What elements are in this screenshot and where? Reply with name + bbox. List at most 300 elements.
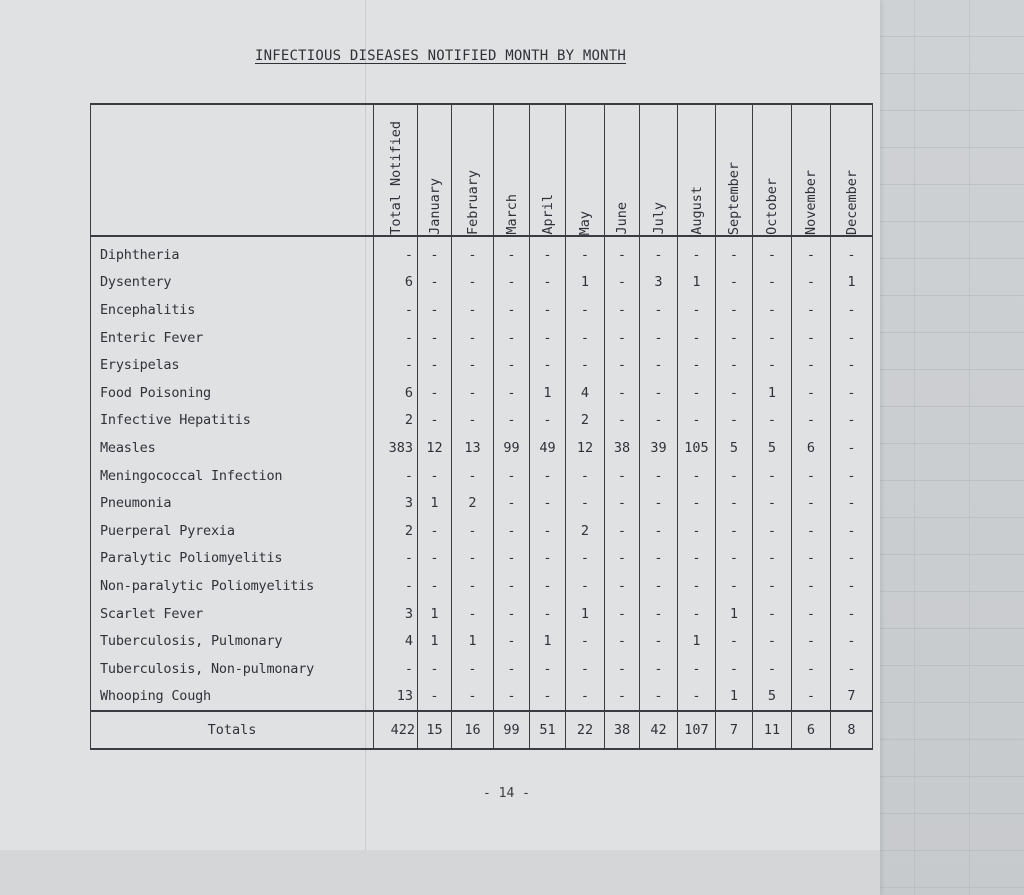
month-cell: -: [678, 600, 716, 628]
table-row: [91, 627, 873, 655]
month-cell: -: [452, 269, 494, 297]
month-cell: -: [494, 407, 530, 435]
month-cell: -: [494, 545, 530, 573]
month-cell: -: [716, 489, 753, 517]
month-cell: -: [605, 462, 640, 490]
table-row: [91, 236, 873, 269]
month-cell: -: [716, 627, 753, 655]
disease-name: Paralytic Poliomyelitis: [91, 545, 374, 573]
month-cell: -: [605, 379, 640, 407]
month-cell: -: [678, 545, 716, 573]
total-notified-cell: 3: [374, 489, 418, 517]
disease-name: Meningococcal Infection: [91, 462, 374, 490]
month-cell: -: [530, 572, 566, 600]
month-cell: -: [530, 683, 566, 712]
month-cell: -: [716, 655, 753, 683]
column-header: [831, 104, 873, 236]
grand-total-cell: 422: [374, 711, 418, 749]
month-cell: -: [530, 351, 566, 379]
month-cell: -: [753, 407, 792, 435]
month-total-cell: 38: [605, 711, 640, 749]
month-cell: -: [753, 324, 792, 352]
total-notified-cell: 13: [374, 683, 418, 712]
month-cell: -: [640, 351, 678, 379]
column-header: [678, 104, 716, 236]
total-notified-cell: -: [374, 236, 418, 269]
column-header: [566, 104, 605, 236]
disease-name: Tuberculosis, Non-pulmonary: [91, 655, 374, 683]
month-cell: -: [792, 545, 831, 573]
table-row: [91, 600, 873, 628]
disease-name: Non-paralytic Poliomyelitis: [91, 572, 374, 600]
month-cell: -: [418, 517, 452, 545]
column-header: [716, 104, 753, 236]
column-header: [640, 104, 678, 236]
month-cell: -: [640, 600, 678, 628]
table-row: [91, 545, 873, 573]
month-cell: -: [418, 407, 452, 435]
month-cell: 12: [418, 434, 452, 462]
month-cell: -: [792, 683, 831, 712]
month-cell: -: [716, 462, 753, 490]
month-cell: 105: [678, 434, 716, 462]
table-row: [91, 572, 873, 600]
column-header-label: February: [464, 169, 481, 235]
month-cell: -: [494, 462, 530, 490]
table-row: [91, 462, 873, 490]
month-cell: -: [452, 351, 494, 379]
month-cell: -: [418, 655, 452, 683]
month-cell: -: [566, 462, 605, 490]
month-cell: -: [530, 462, 566, 490]
month-cell: -: [605, 600, 640, 628]
month-cell: -: [605, 627, 640, 655]
table-body: [91, 236, 873, 711]
disease-name: Dysentery: [91, 269, 374, 297]
month-cell: -: [716, 296, 753, 324]
month-cell: -: [792, 572, 831, 600]
column-header-label: April: [539, 194, 556, 235]
disease-name: Measles: [91, 434, 374, 462]
column-header: [753, 104, 792, 236]
month-cell: -: [566, 296, 605, 324]
month-total-cell: 16: [452, 711, 494, 749]
month-total-cell: 107: [678, 711, 716, 749]
month-cell: -: [831, 434, 873, 462]
month-cell: -: [640, 517, 678, 545]
month-cell: -: [831, 545, 873, 573]
month-cell: 1: [678, 269, 716, 297]
column-header: [452, 104, 494, 236]
month-cell: 3: [640, 269, 678, 297]
month-cell: -: [494, 517, 530, 545]
month-cell: -: [494, 683, 530, 712]
month-cell: -: [678, 236, 716, 269]
table-header-row: [91, 104, 873, 236]
month-cell: -: [530, 545, 566, 573]
month-cell: -: [753, 489, 792, 517]
page-number: - 14 -: [483, 786, 530, 801]
month-total-cell: 7: [716, 711, 753, 749]
month-cell: 1: [418, 627, 452, 655]
month-cell: -: [530, 600, 566, 628]
month-cell: 1: [530, 379, 566, 407]
month-cell: -: [678, 489, 716, 517]
month-total-cell: 8: [831, 711, 873, 749]
month-total-cell: 6: [792, 711, 831, 749]
month-cell: -: [678, 351, 716, 379]
month-cell: -: [716, 269, 753, 297]
month-cell: -: [452, 324, 494, 352]
month-cell: -: [452, 407, 494, 435]
month-cell: 6: [792, 434, 831, 462]
disease-name: Puerperal Pyrexia: [91, 517, 374, 545]
month-cell: 1: [566, 600, 605, 628]
month-cell: -: [494, 572, 530, 600]
month-total-cell: 42: [640, 711, 678, 749]
month-cell: -: [452, 296, 494, 324]
month-cell: 2: [452, 489, 494, 517]
month-cell: 1: [678, 627, 716, 655]
month-cell: -: [678, 407, 716, 435]
month-total-cell: 22: [566, 711, 605, 749]
month-cell: -: [494, 269, 530, 297]
table-row: [91, 296, 873, 324]
month-cell: -: [640, 324, 678, 352]
month-cell: -: [753, 517, 792, 545]
month-cell: 1: [753, 379, 792, 407]
column-header-label: June: [614, 202, 630, 235]
disease-name: Scarlet Fever: [91, 600, 374, 628]
month-cell: -: [566, 324, 605, 352]
month-cell: -: [494, 489, 530, 517]
column-header: [494, 104, 530, 236]
month-cell: -: [831, 379, 873, 407]
disease-name: Whooping Cough: [91, 683, 374, 712]
month-cell: 1: [716, 600, 753, 628]
totals-label: Totals: [91, 711, 374, 749]
month-cell: -: [566, 627, 605, 655]
disease-name: Food Poisoning: [91, 379, 374, 407]
month-cell: -: [605, 545, 640, 573]
column-header-label: Total Notified: [387, 121, 404, 235]
month-cell: 7: [831, 683, 873, 712]
disease-name: Tuberculosis, Pulmonary: [91, 627, 374, 655]
column-header: [418, 104, 452, 236]
month-cell: -: [494, 655, 530, 683]
month-cell: -: [605, 324, 640, 352]
column-header-label: November: [803, 169, 819, 235]
month-cell: -: [530, 407, 566, 435]
table-row: [91, 655, 873, 683]
month-cell: -: [792, 351, 831, 379]
month-cell: -: [678, 296, 716, 324]
column-header-label: March: [503, 194, 520, 235]
month-cell: 1: [831, 269, 873, 297]
month-cell: -: [530, 324, 566, 352]
month-cell: -: [831, 655, 873, 683]
month-cell: -: [716, 407, 753, 435]
month-cell: -: [530, 655, 566, 683]
month-cell: -: [605, 296, 640, 324]
month-cell: -: [640, 489, 678, 517]
month-cell: -: [753, 545, 792, 573]
month-cell: -: [418, 351, 452, 379]
month-cell: -: [452, 379, 494, 407]
month-cell: -: [831, 572, 873, 600]
table-row: [91, 407, 873, 435]
month-cell: -: [605, 489, 640, 517]
month-cell: -: [530, 517, 566, 545]
month-cell: -: [753, 655, 792, 683]
month-cell: -: [831, 462, 873, 490]
month-cell: -: [831, 407, 873, 435]
month-cell: 99: [494, 434, 530, 462]
month-cell: -: [605, 407, 640, 435]
month-cell: -: [418, 269, 452, 297]
month-cell: -: [753, 351, 792, 379]
month-cell: -: [530, 269, 566, 297]
total-notified-cell: 383: [374, 434, 418, 462]
month-cell: -: [753, 600, 792, 628]
month-cell: -: [753, 627, 792, 655]
total-notified-cell: 2: [374, 407, 418, 435]
month-cell: -: [452, 600, 494, 628]
month-cell: -: [566, 683, 605, 712]
total-notified-cell: -: [374, 655, 418, 683]
month-cell: -: [605, 655, 640, 683]
total-notified-cell: 4: [374, 627, 418, 655]
month-cell: -: [792, 379, 831, 407]
table-row: [91, 269, 873, 297]
table-row: [91, 379, 873, 407]
month-cell: -: [640, 236, 678, 269]
month-cell: -: [678, 655, 716, 683]
month-cell: -: [716, 572, 753, 600]
month-cell: -: [792, 324, 831, 352]
month-cell: -: [494, 379, 530, 407]
month-cell: -: [716, 324, 753, 352]
month-cell: -: [605, 517, 640, 545]
month-cell: -: [753, 269, 792, 297]
total-notified-cell: 6: [374, 269, 418, 297]
month-cell: -: [494, 324, 530, 352]
total-notified-cell: -: [374, 462, 418, 490]
month-cell: -: [418, 572, 452, 600]
month-cell: -: [753, 236, 792, 269]
month-cell: -: [494, 296, 530, 324]
column-header-label: July: [650, 202, 667, 235]
total-notified-cell: 6: [374, 379, 418, 407]
month-cell: 2: [566, 517, 605, 545]
month-cell: 49: [530, 434, 566, 462]
total-notified-cell: 3: [374, 600, 418, 628]
month-cell: -: [452, 462, 494, 490]
month-cell: 1: [716, 683, 753, 712]
table-row: [91, 434, 873, 462]
month-cell: -: [566, 572, 605, 600]
month-cell: -: [418, 462, 452, 490]
column-header-label: January: [426, 178, 443, 235]
column-header: [792, 104, 831, 236]
total-notified-cell: -: [374, 296, 418, 324]
table-row: [91, 489, 873, 517]
month-cell: -: [831, 489, 873, 517]
month-total-cell: 99: [494, 711, 530, 749]
table-row: [91, 683, 873, 712]
month-cell: -: [418, 236, 452, 269]
page-bottom: [0, 850, 880, 895]
disease-name: Pneumonia: [91, 489, 374, 517]
month-cell: 1: [418, 489, 452, 517]
month-cell: -: [831, 627, 873, 655]
month-cell: -: [418, 545, 452, 573]
column-header: [374, 104, 418, 236]
column-header-label: September: [726, 161, 742, 235]
month-cell: -: [678, 379, 716, 407]
month-cell: -: [640, 572, 678, 600]
disease-name: Encephalitis: [91, 296, 374, 324]
month-cell: 5: [753, 683, 792, 712]
month-cell: 1: [566, 269, 605, 297]
month-cell: -: [452, 545, 494, 573]
month-cell: 13: [452, 434, 494, 462]
month-cell: -: [605, 572, 640, 600]
month-cell: 39: [640, 434, 678, 462]
month-cell: -: [753, 296, 792, 324]
month-cell: -: [566, 545, 605, 573]
month-cell: 12: [566, 434, 605, 462]
month-cell: -: [792, 489, 831, 517]
month-cell: -: [831, 600, 873, 628]
month-cell: -: [716, 236, 753, 269]
month-cell: -: [566, 655, 605, 683]
month-cell: -: [678, 517, 716, 545]
month-cell: -: [753, 462, 792, 490]
month-cell: -: [640, 296, 678, 324]
month-cell: -: [640, 462, 678, 490]
month-cell: -: [494, 236, 530, 269]
disease-name: Erysipelas: [91, 351, 374, 379]
month-cell: -: [640, 627, 678, 655]
month-cell: -: [452, 517, 494, 545]
month-cell: -: [753, 572, 792, 600]
total-notified-cell: -: [374, 545, 418, 573]
month-cell: -: [792, 269, 831, 297]
month-cell: 1: [530, 627, 566, 655]
month-cell: -: [640, 655, 678, 683]
month-total-cell: 51: [530, 711, 566, 749]
month-cell: -: [792, 236, 831, 269]
month-cell: -: [605, 269, 640, 297]
month-cell: -: [605, 236, 640, 269]
disease-name: Diphtheria: [91, 236, 374, 269]
month-cell: -: [418, 683, 452, 712]
month-cell: -: [605, 351, 640, 379]
month-cell: -: [831, 324, 873, 352]
table-row: [91, 351, 873, 379]
month-cell: -: [831, 236, 873, 269]
month-cell: -: [418, 296, 452, 324]
column-header: [605, 104, 640, 236]
disease-name: Infective Hepatitis: [91, 407, 374, 435]
month-cell: -: [566, 351, 605, 379]
month-cell: -: [716, 545, 753, 573]
month-cell: -: [716, 351, 753, 379]
month-cell: -: [566, 489, 605, 517]
month-cell: -: [494, 600, 530, 628]
month-cell: -: [678, 572, 716, 600]
month-cell: -: [792, 627, 831, 655]
month-cell: -: [678, 683, 716, 712]
month-cell: -: [566, 236, 605, 269]
month-cell: -: [530, 296, 566, 324]
month-cell: 38: [605, 434, 640, 462]
month-cell: 1: [452, 627, 494, 655]
totals-row: [91, 711, 873, 749]
month-cell: -: [418, 324, 452, 352]
month-cell: -: [452, 572, 494, 600]
total-notified-cell: -: [374, 324, 418, 352]
column-header-label: May: [577, 210, 593, 235]
table-row: [91, 517, 873, 545]
month-cell: -: [452, 655, 494, 683]
month-cell: -: [640, 379, 678, 407]
month-cell: 4: [566, 379, 605, 407]
month-cell: -: [792, 407, 831, 435]
month-cell: -: [792, 296, 831, 324]
month-cell: -: [831, 517, 873, 545]
month-cell: -: [640, 407, 678, 435]
month-cell: 1: [418, 600, 452, 628]
adjacent-page-ghost: [860, 0, 1024, 895]
month-cell: -: [831, 351, 873, 379]
month-cell: -: [640, 683, 678, 712]
month-cell: -: [716, 517, 753, 545]
month-cell: 2: [566, 407, 605, 435]
month-cell: -: [792, 462, 831, 490]
month-cell: -: [418, 379, 452, 407]
month-cell: -: [831, 296, 873, 324]
infectious-diseases-table: [90, 103, 873, 750]
month-cell: -: [678, 462, 716, 490]
column-header-label: August: [688, 186, 705, 235]
month-cell: 5: [753, 434, 792, 462]
month-cell: -: [792, 517, 831, 545]
month-cell: -: [678, 324, 716, 352]
month-cell: -: [792, 655, 831, 683]
column-header-label: October: [764, 178, 780, 235]
month-cell: -: [494, 351, 530, 379]
column-header: [530, 104, 566, 236]
header-blank: [91, 104, 374, 236]
month-cell: -: [494, 627, 530, 655]
disease-name: Enteric Fever: [91, 324, 374, 352]
total-notified-cell: -: [374, 351, 418, 379]
month-cell: -: [452, 683, 494, 712]
month-cell: -: [530, 489, 566, 517]
month-cell: 5: [716, 434, 753, 462]
month-cell: -: [716, 379, 753, 407]
month-cell: -: [605, 683, 640, 712]
month-total-cell: 15: [418, 711, 452, 749]
month-cell: -: [452, 236, 494, 269]
month-total-cell: 11: [753, 711, 792, 749]
page-title: INFECTIOUS DISEASES NOTIFIED MONTH BY MONTH: [255, 48, 627, 64]
month-cell: -: [792, 600, 831, 628]
total-notified-cell: -: [374, 572, 418, 600]
table-row: [91, 324, 873, 352]
